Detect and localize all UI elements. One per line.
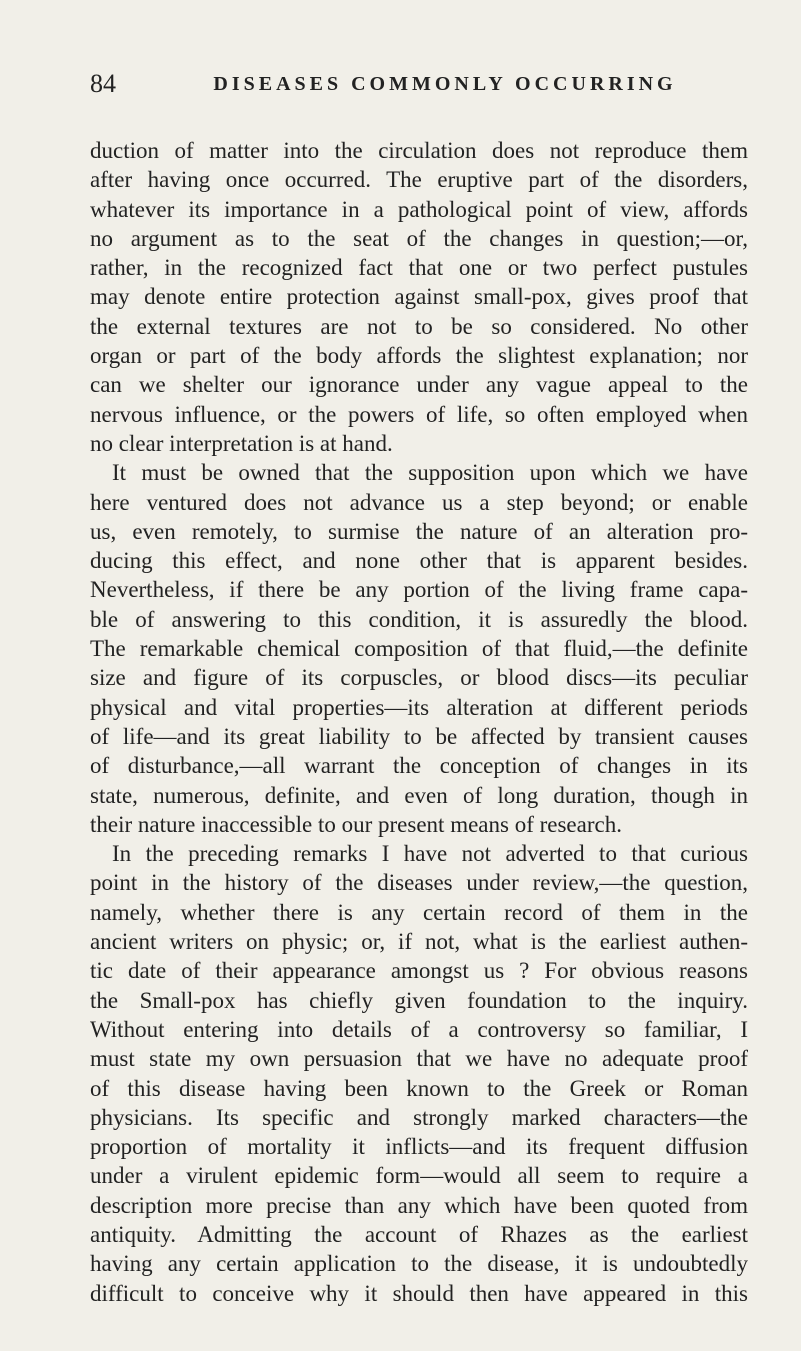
text-line: here ventured does not advance us a step beyond; or enable xyxy=(90,489,748,515)
body-text xyxy=(90,136,748,1308)
text-line: no argument as to the seat of the changes in question;—or, xyxy=(90,225,748,251)
text-line: the Small-pox has chiefly given foundation to the inquiry. xyxy=(90,987,748,1013)
text-line: state, numerous, definite, and even of long duration, though in xyxy=(90,782,748,808)
text-line: Nevertheless, if there be any portion of the living frame capa- xyxy=(90,577,748,603)
text-line: antiquity. Admitting the account of Rhazes as the earliest xyxy=(90,1221,748,1247)
text-line: of disturbance,—all warrant the conception of changes in its xyxy=(90,753,748,779)
text-line: physical and vital properties—its alteration at different periods xyxy=(90,694,748,720)
text-line: may denote entire protection against small-pox, gives proof that xyxy=(90,284,748,310)
text-line: rather, in the recognized fact that one or two perfect pustules xyxy=(90,255,748,281)
text-line: can we shelter our ignorance under any vague appeal to the xyxy=(90,372,748,398)
page-header xyxy=(90,64,748,104)
text-line: ancient writers on physic; or, if not, what is the earliest authen- xyxy=(90,929,748,955)
text-line: duction of matter into the circulation does not reproduce them xyxy=(90,138,748,163)
text-line: whatever its importance in a pathological point of view, affords xyxy=(90,196,748,222)
text-line: point in the history of the diseases under review,—the question, xyxy=(90,870,748,896)
text-line: after having once occurred. The eruptive part of the disorders, xyxy=(90,167,748,193)
running-title: DISEASES COMMONLY OCCURRING xyxy=(213,73,677,95)
text-line: description more precise than any which have been quoted from xyxy=(90,1192,748,1218)
text-line: us, even remotely, to surmise the nature of an alteration pro- xyxy=(90,518,748,544)
text-line: It must be owned that the supposition upon which we have xyxy=(112,460,748,486)
text-line: size and figure of its corpuscles, or blood discs—its peculiar xyxy=(90,665,748,691)
text-line: ble of answering to this condition, it is assuredly the blood. xyxy=(90,606,748,632)
text-line: of this disease having been known to the Greek or Roman xyxy=(90,1075,748,1101)
text-line: their nature inaccessible to our present means of research. xyxy=(90,811,622,837)
text-line: organ or part of the body affords the slightest explanation; nor xyxy=(90,343,748,369)
text-line: having any certain application to the disease, it is undoubtedly xyxy=(90,1251,748,1277)
text-line: physicians. Its specific and strongly marked characters—the xyxy=(90,1104,748,1130)
text-line: must state my own persuasion that we have no adequate proof xyxy=(90,1046,748,1072)
page-number: 84 xyxy=(90,69,116,98)
text-line: namely, whether there is any certain record of them in the xyxy=(90,899,748,925)
text-line: nervous influence, or the powers of life, so often employed when xyxy=(90,401,748,427)
text-line: In the preceding remarks I have not adverted to that curious xyxy=(112,841,748,867)
text-line: difficult to conceive why it should then have appeared in this xyxy=(90,1280,748,1306)
text-line: The remarkable chemical composition of that fluid,—the definite xyxy=(90,636,748,662)
text-line: the external textures are not to be so considered. No other xyxy=(90,313,748,339)
text-line: no clear interpretation is at hand. xyxy=(90,430,393,456)
text-line: Without entering into details of a controversy so familiar, I xyxy=(90,1016,748,1042)
text-line: of life—and its great liability to be affected by transient causes xyxy=(90,723,748,749)
text-line: tic date of their appearance amongst us ? For obvious reasons xyxy=(90,958,748,984)
text-line: ducing this effect, and none other that is apparent besides. xyxy=(90,548,748,574)
text-line: proportion of mortality it inflicts—and its frequent diffusion xyxy=(90,1134,748,1160)
text-line: under a virulent epidemic form—would all seem to require a xyxy=(90,1163,748,1189)
